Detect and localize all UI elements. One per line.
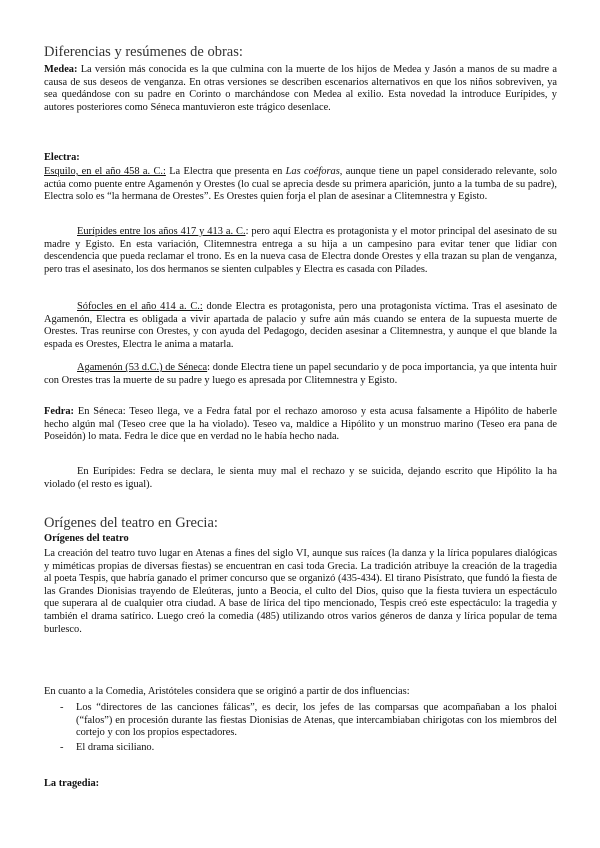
list-dash: - [60, 702, 64, 713]
comedia-influences-list [60, 702, 557, 754]
origenes-paragraph: La creación del teatro tuvo lugar en Atenas a fines del siglo VI, aunque sus raíces (la danza y la lírica populares dialógicas y miméticas propias de diversas fiestas) se encuentran en casi toda Grecia. La tradición atribuye la creación de la tragedia al poeta Tespis, que habría ganado el primer concurso que se organizó (435-434). El tirano Pisístrato, que fundó la fiesta de las Grandes Dionisias trayendo de Eleúteras, junto a Beocia, el culto del Dios, quiso que la fiesta tuviera un espectáculo que superara al de cualquier otra ciudad. A base de lírica del tipo mencionado, Tespis creó este espectáculo: la tragedia y también el drama satírico. Luego creó la comedia (485) utilizando otros varios géneros de danza y lírica popular de tema burlesco. [44, 548, 557, 635]
euripides-reference: Eurípides entre los años 417 y 413 a. C. [77, 226, 246, 237]
electra-euripides-paragraph: Eurípides entre los años 417 y 413 a. C.: pero aquí Electra es protagonista y el motor principal del asesinato de su madre y Egisto. En esta variación, Clitemnestra entrega a su hija a un campesino para evitar tener que lidiar con descendencia que pueda reclamar el trono. Es en la nueva casa de Electra donde Orestes y ella trazan su plan de venganza, pero tras el asesinato, los dos hermanos se sienten culpables y Electra es casada con Pílades. [44, 226, 557, 275]
list-item: - El drama siciliano. [60, 741, 155, 753]
seneca-reference: Agamenón (53 d.C.) de Séneca [77, 362, 208, 373]
esquilo-reference: Esquilo, en el año 458 a. C.: [44, 166, 166, 177]
fedra-seneca-paragraph: Fedra: En Séneca: Teseo llega, ve a Fedra fatal por el rechazo amoroso y esta acusa falsamente a Hipólito de haberle hecho algún mal (Teseo cree que la ha violado). Teseo va, maldice a Hipólito y un monstruo marino (Teseo era pana de Poseidón) lo mata. Fedra le dice que en verdad no le había hecho nada. [44, 406, 557, 443]
sofocles-reference: Sófocles en el año 414 a. C.: [77, 301, 203, 312]
electra-seneca-paragraph: Agamenón (53 d.C.) de Séneca: donde Electra tiene un papel secundario y de poca importancia, ya que intenta huir con Orestes tras la muerte de su padre y luego es apresada por Clitemnestra y Egisto. [44, 362, 557, 386]
origenes-subheading: Orígenes del teatro [44, 533, 129, 544]
list-dash: - [60, 741, 64, 753]
list-item: - Los “directores de las canciones fálicas”, es decir, los jefes de las comparsas que acompañaban a los phaloi (“falos”) en procesión durante las fiestas Dionisias de Atenas, que intercambiaban chirigotas con los miembros del cortejo y con los propios espectadores. [60, 702, 557, 739]
tragedia-heading: La tragedia: [44, 778, 100, 789]
electra-heading: Electra: [44, 152, 80, 163]
section-title-origenes: Orígenes del teatro en Grecia: [44, 515, 218, 531]
comedia-intro-paragraph: En cuanto a la Comedia, Aristóteles considera que se originó a partir de dos influencias: [44, 686, 410, 697]
electra-sofocles-paragraph: Sófocles en el año 414 a. C.: donde Electra es protagonista, pero una protagonista víctima. Tras el asesinato de Agamenón, Electra es obligada a vivir apartada de palacio y sufre aún más cuando se entera de la supuesta muerte de Orestes. Tras reunirse con Orestes, y con ayuda del Pedagogo, deciden asesinar a Clitemnestra, y aunque el que blande la espada es Orestes, Electra le anima a matarla. [44, 301, 557, 350]
medea-text: La versión más conocida es la que culmina con la muerte de los hijos de Medea y Jasón a manos de su madre a causa de sus deseos de venganza. En otras versiones se describen escenarios alternativos en que los niños sobreviven, ya sea quedándose con su padre en Corinto o marchándose con Medea al exilio. Esta novedad la introduce Eurípides, y autores posteriores como Séneca mantuvieron este trágico desenlace. [44, 64, 557, 113]
electra-esquilo-paragraph: Esquilo, en el año 458 a. C.: La Electra que presenta en Las coéforas, aunque tiene un papel considerado relevante, solo actúa como puente entre Agamenón y Orestes (lo cual se aprecia desde su primera aparición, junto a la tumba de su padre), Electra solo es “la hermana de Orestes”. Es Orestes quien forja el plan de asesinar a Clitemnestra y Egisto. [44, 166, 557, 203]
fedra-label: Fedra: [44, 406, 75, 417]
medea-paragraph [44, 64, 557, 114]
fedra-euripides-paragraph: En Eurípides: Fedra se declara, le sienta muy mal el rechazo y se suicida, dejando escrito que Hipólito la ha violado (el resto es igual). [44, 466, 557, 490]
coeforas-title: Las coéforas [285, 166, 340, 177]
medea-label: Medea: [44, 64, 78, 75]
section-title-diferencias: Diferencias y resúmenes de obras: [44, 44, 243, 60]
